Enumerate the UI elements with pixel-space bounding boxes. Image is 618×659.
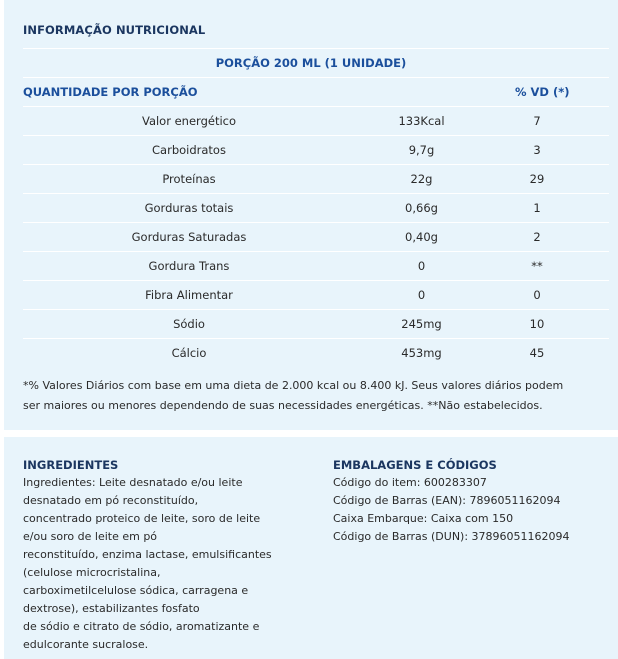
nutrition-title: INFORMAÇÃO NUTRICIONAL [23, 23, 206, 37]
nutrient-amount: 245mg [401, 317, 442, 331]
nutrient-name: Valor energético [141, 114, 237, 128]
divider [23, 77, 609, 78]
ingredients-line: edulcorante sucralose. [23, 638, 149, 651]
nutrient-name: Proteínas [162, 172, 216, 186]
item-code: Código do item: 600283307 [333, 476, 487, 489]
nutrient-name: Sódio [173, 317, 205, 331]
nutrient-daily-value: 10 [529, 317, 545, 331]
nutrient-name: Gorduras totais [144, 201, 234, 215]
nutrient-daily-value: 1 [533, 201, 541, 215]
ingredients-line: e/ou soro de leite em pó [23, 530, 158, 543]
nutrient-row [4, 107, 618, 136]
footnote-line: ser maiores ou menores dependendo de suas necessidades energéticas. **Não estabelecidos. [23, 399, 543, 412]
nutrient-name: Cálcio [171, 346, 207, 360]
ingredients-line: de sódio e citrato de sódio, aromatizante e [23, 620, 260, 633]
nutrient-daily-value: 29 [529, 172, 545, 186]
nutrient-row [4, 252, 618, 281]
nutrient-daily-value: 2 [533, 230, 541, 244]
packaging-codes-section [333, 456, 613, 546]
nutrient-name: Fibra Alimentar [145, 288, 233, 302]
column-header-daily-value: % VD (*) [515, 85, 570, 99]
nutrient-row [4, 281, 618, 310]
nutrient-amount: 22g [410, 172, 433, 186]
nutrient-daily-value: 3 [533, 143, 541, 157]
nutrient-amount: 0 [417, 288, 426, 302]
ingredients-section [23, 456, 313, 654]
ingredients-line: dextrose), estabilizantes fosfato [23, 602, 200, 615]
ingredients-line: concentrado proteico de leite, soro de leite [23, 512, 261, 525]
ingredients-line: (celulose microcristalina, [23, 566, 161, 579]
nutrient-amount: 133Kcal [398, 114, 445, 128]
nutrient-amount: 9,7g [408, 143, 435, 157]
ingredients-title: INGREDIENTES [23, 458, 119, 472]
product-info-panel [4, 437, 618, 659]
nutrient-name: Gorduras Saturadas [131, 230, 247, 244]
nutrient-row [4, 223, 618, 252]
nutrient-amount: 0,40g [405, 230, 438, 244]
dun-barcode: Código de Barras (DUN): 37896051162094 [333, 530, 570, 543]
nutrient-amount: 453mg [401, 346, 442, 360]
column-header-quantity: QUANTIDADE POR PORÇÃO [23, 85, 198, 99]
nutrient-name: Gordura Trans [148, 259, 230, 273]
shipping-box: Caixa Embarque: Caixa com 150 [333, 512, 514, 525]
nutrient-row [4, 165, 618, 194]
divider [23, 48, 609, 49]
ingredients-line: carboximetilcelulose sódica, carragena e [23, 584, 249, 597]
ingredients-line: Ingredientes: Leite desnatado e/ou leite [23, 476, 243, 489]
portion-size: PORÇÃO 200 ML (1 UNIDADE) [215, 56, 407, 70]
nutrient-amount: 0,66g [405, 201, 438, 215]
daily-value-footnote [23, 376, 609, 416]
ean-barcode: Código de Barras (EAN): 7896051162094 [333, 494, 561, 507]
nutrient-daily-value: 7 [533, 114, 541, 128]
footnote-line: *% Valores Diários com base em uma dieta de 2.000 kcal ou 8.400 kJ. Seus valores diários podem [23, 379, 564, 392]
nutrient-daily-value: 0 [533, 288, 541, 302]
nutrient-amount: 0 [417, 259, 426, 273]
nutrient-row [4, 136, 618, 165]
ingredients-line: reconstituído, enzima lactase, emulsificantes [23, 548, 272, 561]
ingredients-line: desnatado em pó reconstituído, [23, 494, 199, 507]
nutrient-name: Carboidratos [152, 143, 226, 157]
nutrient-row [4, 339, 618, 368]
nutrition-facts-panel [4, 0, 618, 430]
nutrient-daily-value: ** [531, 259, 543, 273]
nutrient-row [4, 310, 618, 339]
nutrient-daily-value: 45 [529, 346, 545, 360]
packaging-title: EMBALAGENS E CÓDIGOS [333, 458, 497, 472]
nutrient-row [4, 194, 618, 223]
